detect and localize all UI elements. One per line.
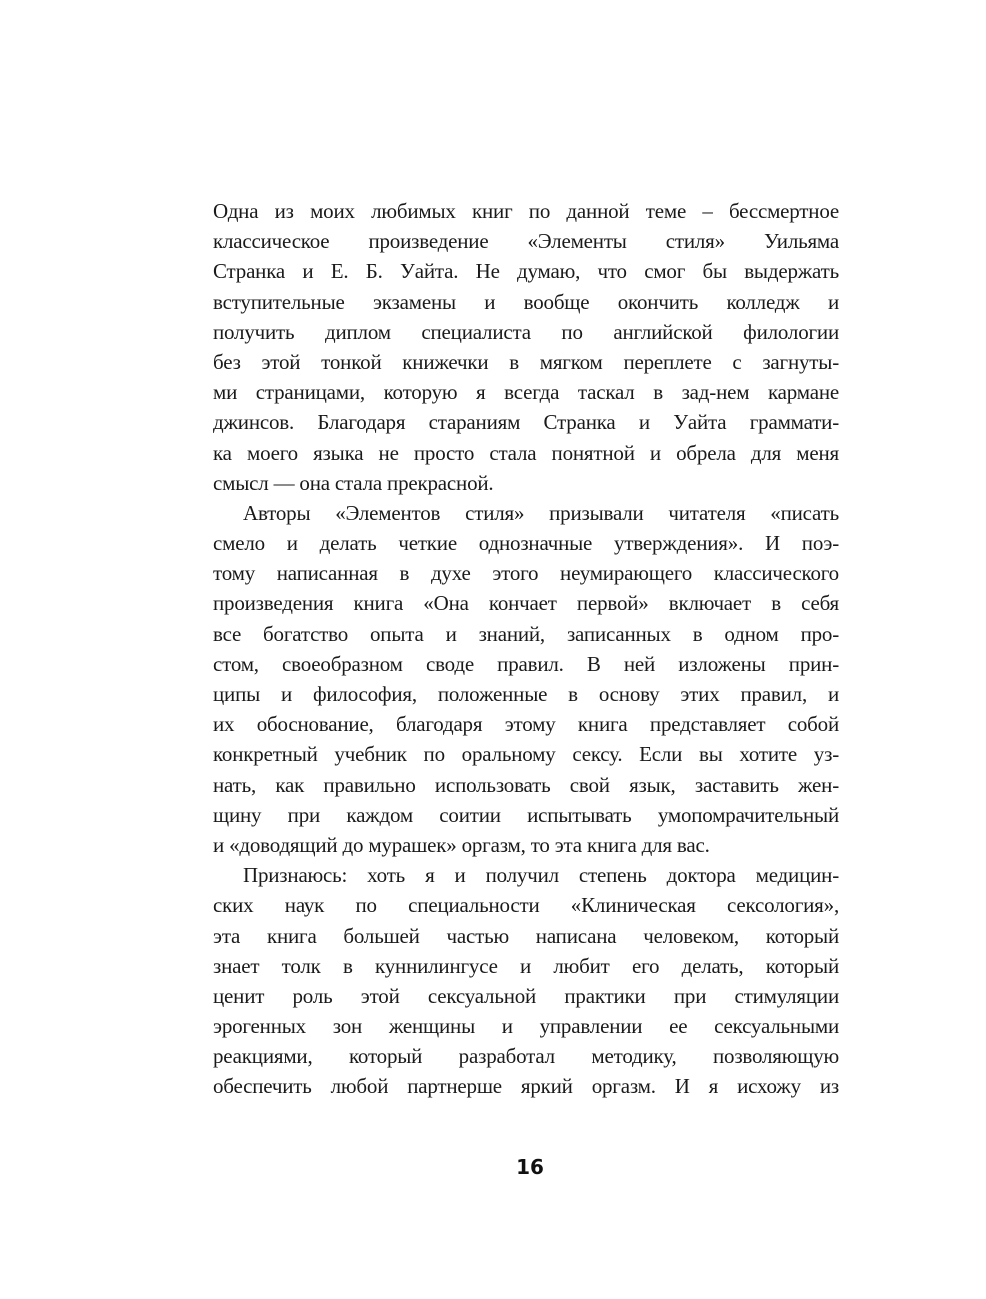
- text-line: щину при каждом соитии испытывать умопомрачительный: [213, 802, 839, 827]
- text-line: ципы и философия, положенные в основу этих правил, и: [213, 682, 839, 706]
- text-line: получить диплом специалиста по английской филологии: [213, 319, 839, 344]
- text-line: Одна из моих любимых книг по данной теме – бессмертное: [213, 199, 839, 223]
- text-line: знает толк в куннилингусе и любит его делать, который: [213, 953, 839, 978]
- text-line: ских наук по специальности «Клиническая сексология»,: [213, 893, 839, 918]
- text-line: ка моего языка не просто стала понятной и обрела для меня: [213, 440, 839, 465]
- text-line: ценит роль этой сексуальной практики при стимуляции: [213, 983, 839, 1008]
- text-line: и «доводящий до мурашек» оргазм, то эта книга для вас.: [213, 832, 710, 857]
- text-line: смело и делать четкие однозначные утверждения». И поэ-: [213, 531, 839, 556]
- text-line: Странка и Е. Б. Уайта. Не думаю, что смог бы выдержать: [213, 259, 839, 284]
- text-line: произведения книга «Она кончает первой» включает в себя: [213, 591, 839, 616]
- paragraph: [213, 196, 839, 498]
- text-line: Авторы «Элементов стиля» призывали читателя «писать: [243, 500, 839, 525]
- text-line: ми страницами, которую я всегда таскал в зад-нем кармане: [213, 380, 839, 405]
- text-line: все богатство опыта и знаний, записанных в одном про-: [213, 621, 839, 646]
- text-line: нать, как правильно использовать свой язык, заставить жен-: [213, 772, 839, 797]
- page-number: 16: [516, 1155, 544, 1179]
- text-line: их обоснование, благодаря этому книга представляет собой: [213, 712, 839, 737]
- text-line: стом, своеобразном своде правил. В ней изложены прин-: [213, 651, 839, 676]
- text-line: конкретный учебник по оральному сексу. Если вы хотите уз-: [213, 742, 839, 767]
- text-line: классическое произведение «Элементы стиля» Уильяма: [213, 229, 839, 254]
- paragraph: [213, 860, 839, 1102]
- text-line: эрогенных зон женщины и управлении ее сексуальными: [213, 1014, 839, 1039]
- text-line: реакциями, который разработал методику, позволяющую: [213, 1044, 839, 1069]
- body-text: [213, 196, 839, 1102]
- text-line: джинсов. Благодаря стараниям Странка и Уайта граммати-: [213, 410, 839, 435]
- text-line: Признаюсь: хоть я и получил степень доктора медицин-: [243, 863, 839, 888]
- text-line: смысл — она стала прекрасной.: [213, 470, 494, 495]
- text-line: тому написанная в духе этого неумирающего классического: [213, 561, 839, 586]
- text-line: обеспечить любой партнерше яркий оргазм. И я исхожу из: [213, 1074, 839, 1099]
- text-line: эта книга большей частью написана человеком, который: [213, 923, 839, 948]
- paragraph: [213, 498, 839, 860]
- text-line: без этой тонкой книжечки в мягком переплете с загнуты-: [213, 349, 839, 374]
- text-line: вступительные экзамены и вообще окончить колледж и: [213, 289, 839, 314]
